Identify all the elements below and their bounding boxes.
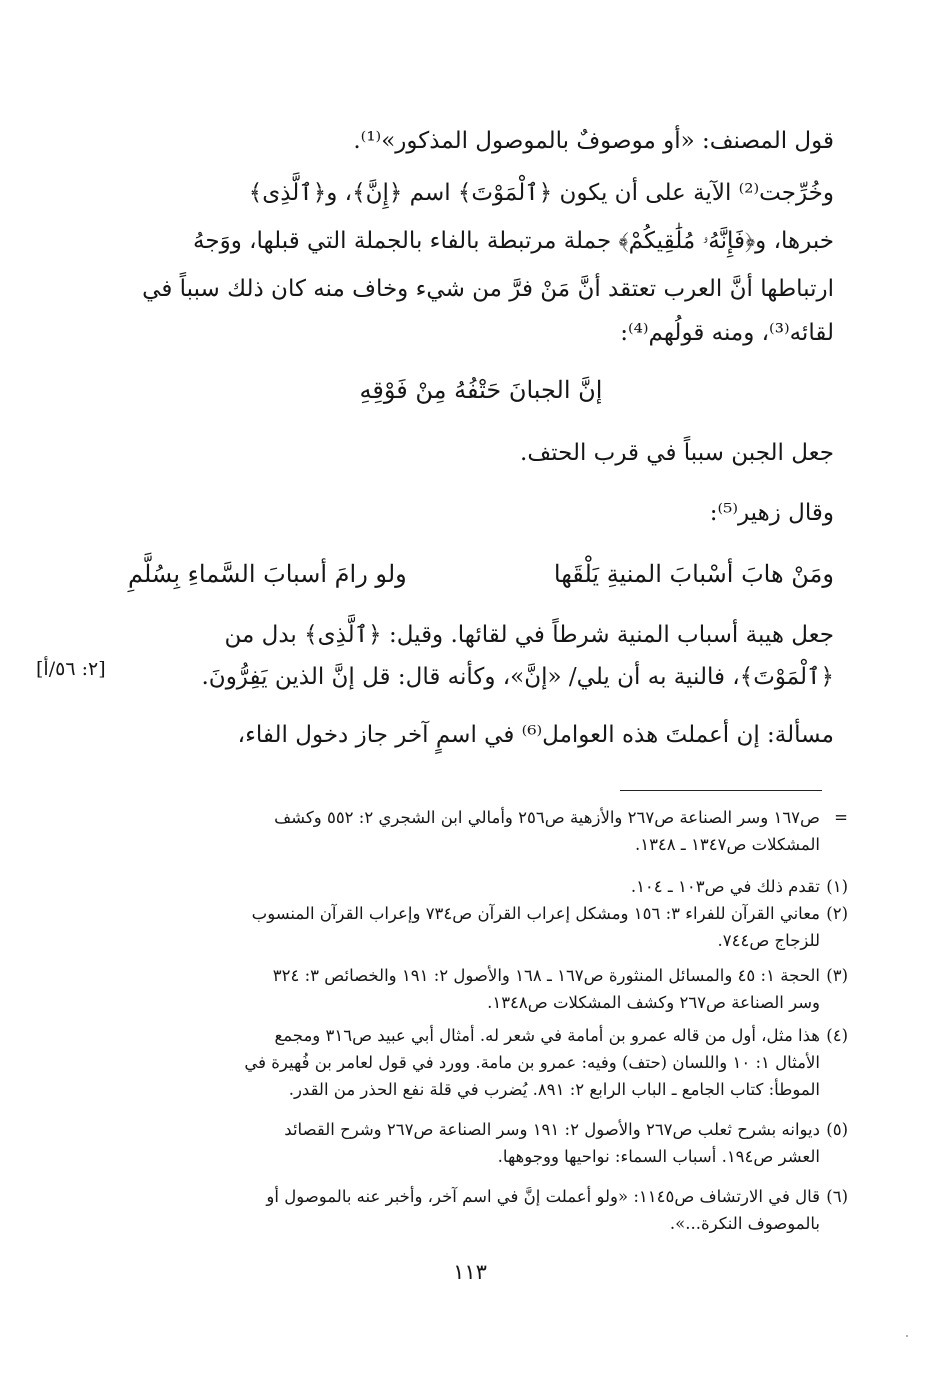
footnote-number: (١) bbox=[826, 877, 848, 896]
footnote bbox=[126, 873, 848, 900]
footnote-number: (٥) bbox=[826, 1120, 848, 1139]
footnote-line: الأمثال ١: ١٠ واللسان (حتف) وفيه: عمرو بن مامة. وورد في قول لعامر بن فُهيرة في bbox=[244, 1053, 820, 1072]
footnote bbox=[126, 1183, 848, 1237]
footnote bbox=[126, 900, 848, 954]
footnote-number: (٤) bbox=[826, 1026, 848, 1045]
proverb-line: إنَّ الجبانَ حَتْفُهُ مِنْ فَوْقِهِ bbox=[359, 376, 603, 404]
text-line: وقال زهير⁽⁵⁾: bbox=[709, 500, 834, 526]
footnote-line: المشكلات ص١٣٤٧ ـ ١٣٤٨. bbox=[634, 835, 820, 854]
footnote-line: هذا مثل، أول من قاله عمرو بن أمامة في شعر له. أمثال أبي عبيد ص٣١٦ ومجمع bbox=[274, 1026, 820, 1045]
footnote-line: الحجة ١: ٤٥ والمسائل المنثورة ص١٦٧ ـ ١٦٨ والأصول ٢: ١٩١ والخصائص ٣: ٣٢٤ bbox=[272, 966, 820, 985]
text-line: جعل هيبة أسباب المنية شرطاً في لقائها. وقيل: ﴿ٱلَّذِى﴾ بدل من bbox=[224, 622, 834, 648]
footnote-line: قال في الارتشاف ص١١٤٥: «ولو أعملت إنَّ في اسم آخر، وأخبر عنه بالموصول أو bbox=[266, 1187, 820, 1206]
footnote-line: للزجاج ص٧٤٤. bbox=[717, 931, 820, 950]
footnote-number: (٣) bbox=[826, 966, 848, 985]
footnote bbox=[126, 1116, 848, 1170]
text-line: خبرها، و﴿فَإِنَّهُۥ مُلَٰقِيكُمْ﴾ جملة مرتبطة بالفاء بالجملة التي قبلها، ووَجهُ bbox=[193, 228, 834, 254]
text-line: وخُرِّجت⁽²⁾ الآية على أن يكون ﴿ٱلْمَوْتَ﴾ اسم ﴿إِنَّ﴾، و﴿ٱلَّذِى﴾ bbox=[248, 180, 834, 206]
text-line: مسألة: إن أعملتَ هذه العوامل⁽⁶⁾ في اسمٍ آخر جاز دخول الفاء، bbox=[237, 722, 834, 748]
footnote-line: بالموصوف النكرة...». bbox=[669, 1214, 820, 1233]
text-line: لقائه⁽³⁾، ومنه قولُهم⁽⁴⁾: bbox=[620, 320, 834, 346]
text-line: جعل الجبن سبباً في قرب الحتف. bbox=[520, 440, 834, 466]
footnote bbox=[126, 962, 848, 1016]
page-number: ١١٣ bbox=[453, 1260, 487, 1284]
text-line: ﴿ٱلْمَوْتَ﴾، فالنية به أن يلي/ «إنَّ»، وكأنه قال: قل إنَّ الذين يَفِرُّونَ. bbox=[201, 664, 834, 690]
footnote-line: العشر ص١٩٤. أسباب السماء: نواحيها ووجوهها. bbox=[497, 1147, 820, 1166]
verse-first-hemistich: ومَنْ هابَ أسْبابَ المنيةِ يَلْقَها bbox=[553, 560, 834, 588]
footnote-number: (٦) bbox=[826, 1187, 848, 1206]
footnote-line: الموطأ: كتاب الجامع ـ الباب الرابع ٢: ٨٩١. يُضرب في قلة نفع الحذر من القدر. bbox=[288, 1080, 820, 1099]
text-line: قول المصنف: «أو موصوفٌ بالموصول المذكور»⁽¹⁾. bbox=[353, 128, 834, 154]
footnote bbox=[126, 804, 848, 858]
footnote-number: = bbox=[834, 808, 848, 827]
footnote-line: وسر الصناعة ص٢٦٧ وكشف المشكلات ص١٣٤٨. bbox=[487, 993, 820, 1012]
footnote-number: (٢) bbox=[826, 904, 848, 923]
scan-speck bbox=[906, 1335, 908, 1337]
verse-second-hemistich: ولو رامَ أسبابَ السَّماءِ بِسُلَّمِ bbox=[128, 560, 407, 588]
footnote-line: تقدم ذلك في ص١٠٣ ـ ١٠٤. bbox=[630, 877, 820, 896]
footnote bbox=[126, 1022, 848, 1103]
footnote-line: ص١٦٧ وسر الصناعة ص٢٦٧ والأزهية ص٢٥٦ وأمالي ابن الشجري ٢: ٥٥٢ وكشف bbox=[274, 808, 820, 827]
text-line: ارتباطها أنَّ العرب تعتقد أنَّ مَنْ فرَّ من شيء وخاف منه كان ذلك سبباً في bbox=[142, 276, 834, 302]
manuscript-folio-marker: [٢: ٥٦/أ] bbox=[36, 658, 106, 680]
footnote-line: معاني القرآن للفراء ٣: ١٥٦ ومشكل إعراب القرآن ص٧٣٤ وإعراب القرآن المنسوب bbox=[251, 904, 820, 923]
footnote-line: ديوانه بشرح ثعلب ص٢٦٧ والأصول ٢: ١٩١ وسر الصناعة ص٢٦٧ وشرح القصائد bbox=[284, 1120, 820, 1139]
footnote-separator bbox=[620, 790, 822, 791]
